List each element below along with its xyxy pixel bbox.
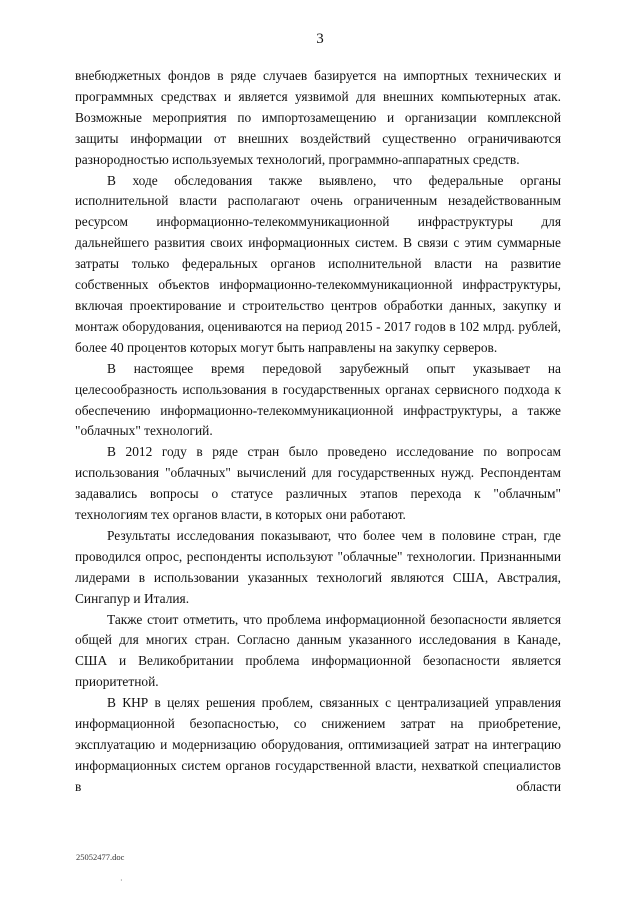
page-number: 3 (316, 31, 324, 47)
paragraph-5: Результаты исследования показывают, что более чем в половине стран, где проводился опрос, респонденты используют "облачные" технологии. Признанными лидерами в использовании указанных технологий являются США, Австралия, Сингапур и Италия. (75, 527, 561, 606)
paragraph-3: В настоящее время передовой зарубежный опыт указывает на целесообразность использования в государственных органах сервисного подхода к обеспечению информационно-телекоммуникационной инфраструктуры, а также "облачных" технологий. (75, 360, 561, 439)
paragraph-1: внебюджетных фондов в ряде случаев базируется на импортных технических и программных средствах и является уязвимой для внешних компьютерных атак. Возможные мероприятия по импортозамещению и организации комплексной защиты информации от внешних воздействий существенно ограничиваются разнородностью используемых технологий, программно-аппаратных средств. (75, 68, 561, 167)
paragraph-7: В КНР в целях решения проблем, связанных с централизацией управления информационной безопасностью, со снижением затрат на приобретение, эксплуатацию и модернизацию оборудования, оптимизацией затрат на интеграцию информационных систем органов государственной власти, нехваткой специалистов в области (75, 695, 561, 794)
paragraph-2: В ходе обследования также выявлено, что федеральные органы исполнительной власти располагают очень ограниченным незадействованным ресурсом информационно-телекоммуникационной инфраструктуры для дальнейшего развития своих информационных систем. В связи с этим суммарные затраты только федеральных органов исполнительной власти на развитие собственных объектов информационно-телекоммуникационной инфраструктуры, включая проектирование и строительство центров обработки данных, закупку и монтаж оборудования, оцениваются на период 2015 - 2017 годов в 102 млрд. рублей, более 40 процентов которых могут быть направлены на закупку серверов. (75, 172, 561, 355)
paragraph-6: Также стоит отметить, что проблема информационной безопасности является общей для многих стран. Согласно данным указанного исследования в Канаде, США и Великобритании проблема информационной безопасности является приоритетной. (75, 611, 561, 690)
paragraph-4: В 2012 году в ряде стран было проведено исследование по вопросам использования "облачных" вычислений для государственных нужд. Респондентам задавались вопросы о статусе различных этапов перехода к "облачным" технологиям тех органов власти, в которых они работают. (75, 444, 561, 523)
document-body (75, 66, 561, 798)
footer-mark: · (120, 876, 123, 885)
footer-file-name: 25052477.doc (76, 852, 125, 862)
